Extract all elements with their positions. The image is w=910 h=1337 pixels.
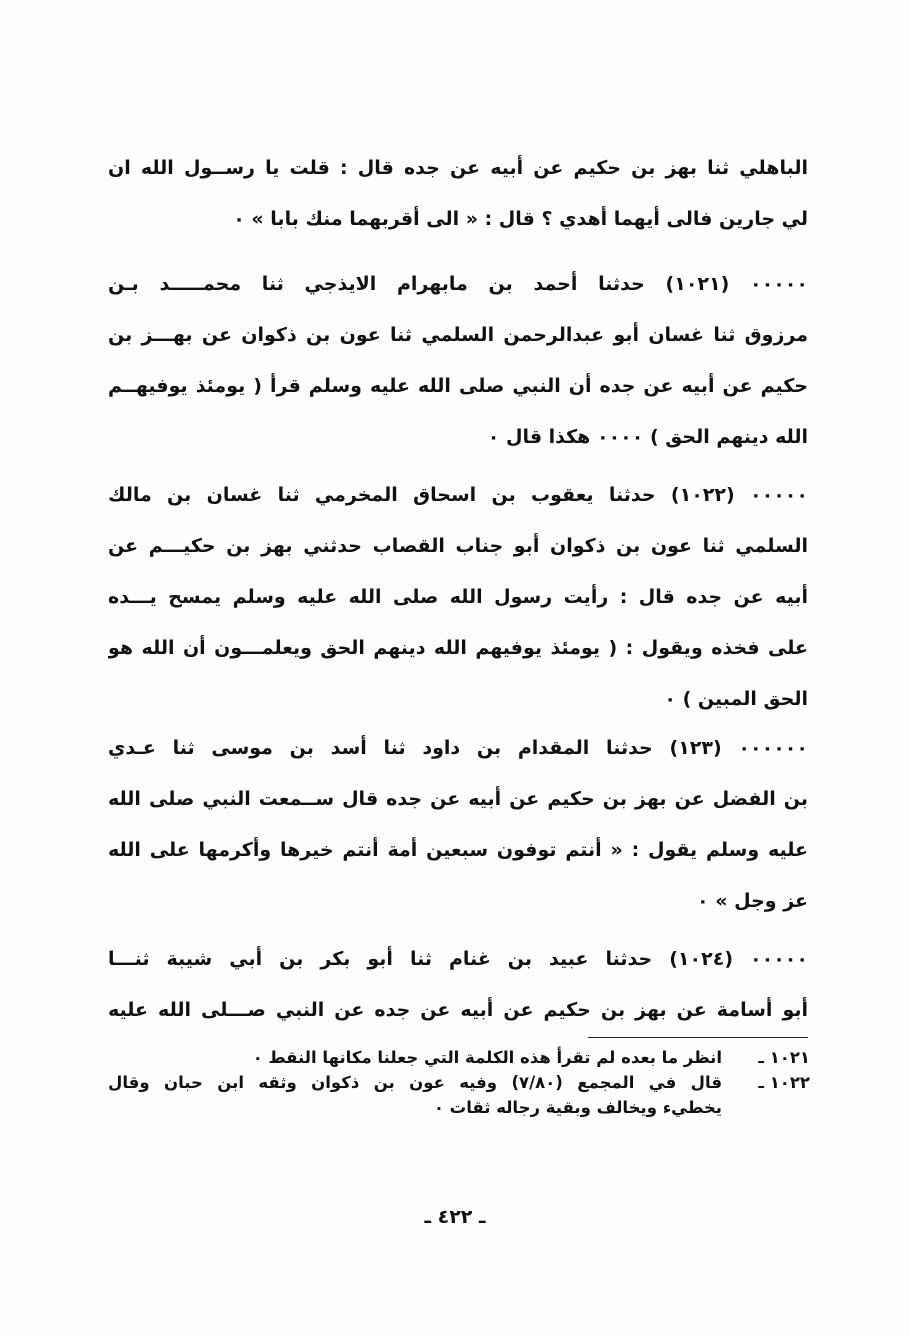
footnotes [108,1045,810,1120]
paragraph-1024 [108,934,808,1036]
text-line: أبيه عن جده قال : رأيت رسول الله صلى الله عليه وسلم يمسح يـــده [108,586,808,608]
text-line: الباهلي ثنا بهز بن حكيم عن أبيه عن جده قال : قلت يا رســول الله ان [108,157,808,179]
paragraph-1023 [108,723,808,927]
text-line: ٠٠٠٠٠٠ (١٢٣) حدثنا المقدام بن داود ثنا أسد بن موسى ثنا عـدي [108,737,808,759]
footnote-text [108,1045,722,1070]
text-line: ٠٠٠٠٠ (١٠٢١) حدثنا أحمد بن مابهرام الايذجي ثنا محمـــــد بـن [108,273,808,295]
text-line: ٠٠٠٠٠ (١٠٢٤) حدثنا عبيد بن غنام ثنا أبو بكر بن أبي شيبة ثنـــا [108,948,808,970]
text-line: لي جارين فالى أيهما أهدي ؟ قال : « الى أقربهما منك بابا » ٠ [233,208,808,230]
footnote-line: انظر ما بعده لم تقرأ هذه الكلمة التي جعلنا مكانها النقط ٠ [252,1048,722,1067]
footnote-number: ١٠٢٢ ـ [758,1073,810,1092]
page-number: ـ ٤٢٢ ـ [424,1206,486,1228]
text-line: ٠٠٠٠٠ (١٠٢٢) حدثنا يعقوب بن اسحاق المخرمي ثنا غسان بن مالك [108,484,808,506]
footnote-line: قال في المجمع (٧/٨٠) وفيه عون بن ذكوان وثقه ابن حبان وقال [108,1073,722,1092]
text-line: الحق المبين ) ٠ [664,688,808,710]
text-line: الله دينهم الحق ) ٠٠٠٠ هكذا قال ٠ [487,426,808,448]
text-line: حكيم عن أبيه عن جده أن النبي صلى الله عليه وسلم قرأ ( يومئذ يوفيهــم [108,375,808,397]
paragraph-1 [108,143,808,245]
footnote-divider [588,1037,808,1038]
footnote-line: يخطيء ويخالف وبقية رجاله ثقات ٠ [433,1098,722,1117]
footnote-text [108,1070,722,1120]
footnote-1022 [108,1070,810,1120]
text-line: عز وجل » ٠ [697,890,808,912]
text-line: مرزوق ثنا غسان أبو عبدالرحمن السلمي ثنا عون بن ذكوان عن بهـــز بن [108,324,808,346]
text-line: على فخذه ويقول : ( يومئذ يوفيهم الله دينهم الحق ويعلمـــون أن الله هو [108,637,808,659]
paragraph-1022 [108,470,808,725]
text-line: بن الفضل عن بهز بن حكيم عن أبيه عن جده قال ســمعت النبي صلى الله [108,788,808,810]
text-line: أبو أسامة عن بهز بن حكيم عن أبيه عن جده عن النبي صـــلى الله عليه [108,999,808,1021]
footnote-1021 [108,1045,810,1070]
text-line: السلمي ثنا عون بن ذكوان أبو جناب القصاب حدثني بهز بن حكيـــم عن [108,535,808,557]
text-line: عليه وسلم يقول : « أنتم توفون سبعين أمة أنتم خيرها وأكرمها على الله [108,839,808,861]
footnote-number: ١٠٢١ ـ [758,1048,810,1067]
paragraph-1021 [108,259,808,463]
